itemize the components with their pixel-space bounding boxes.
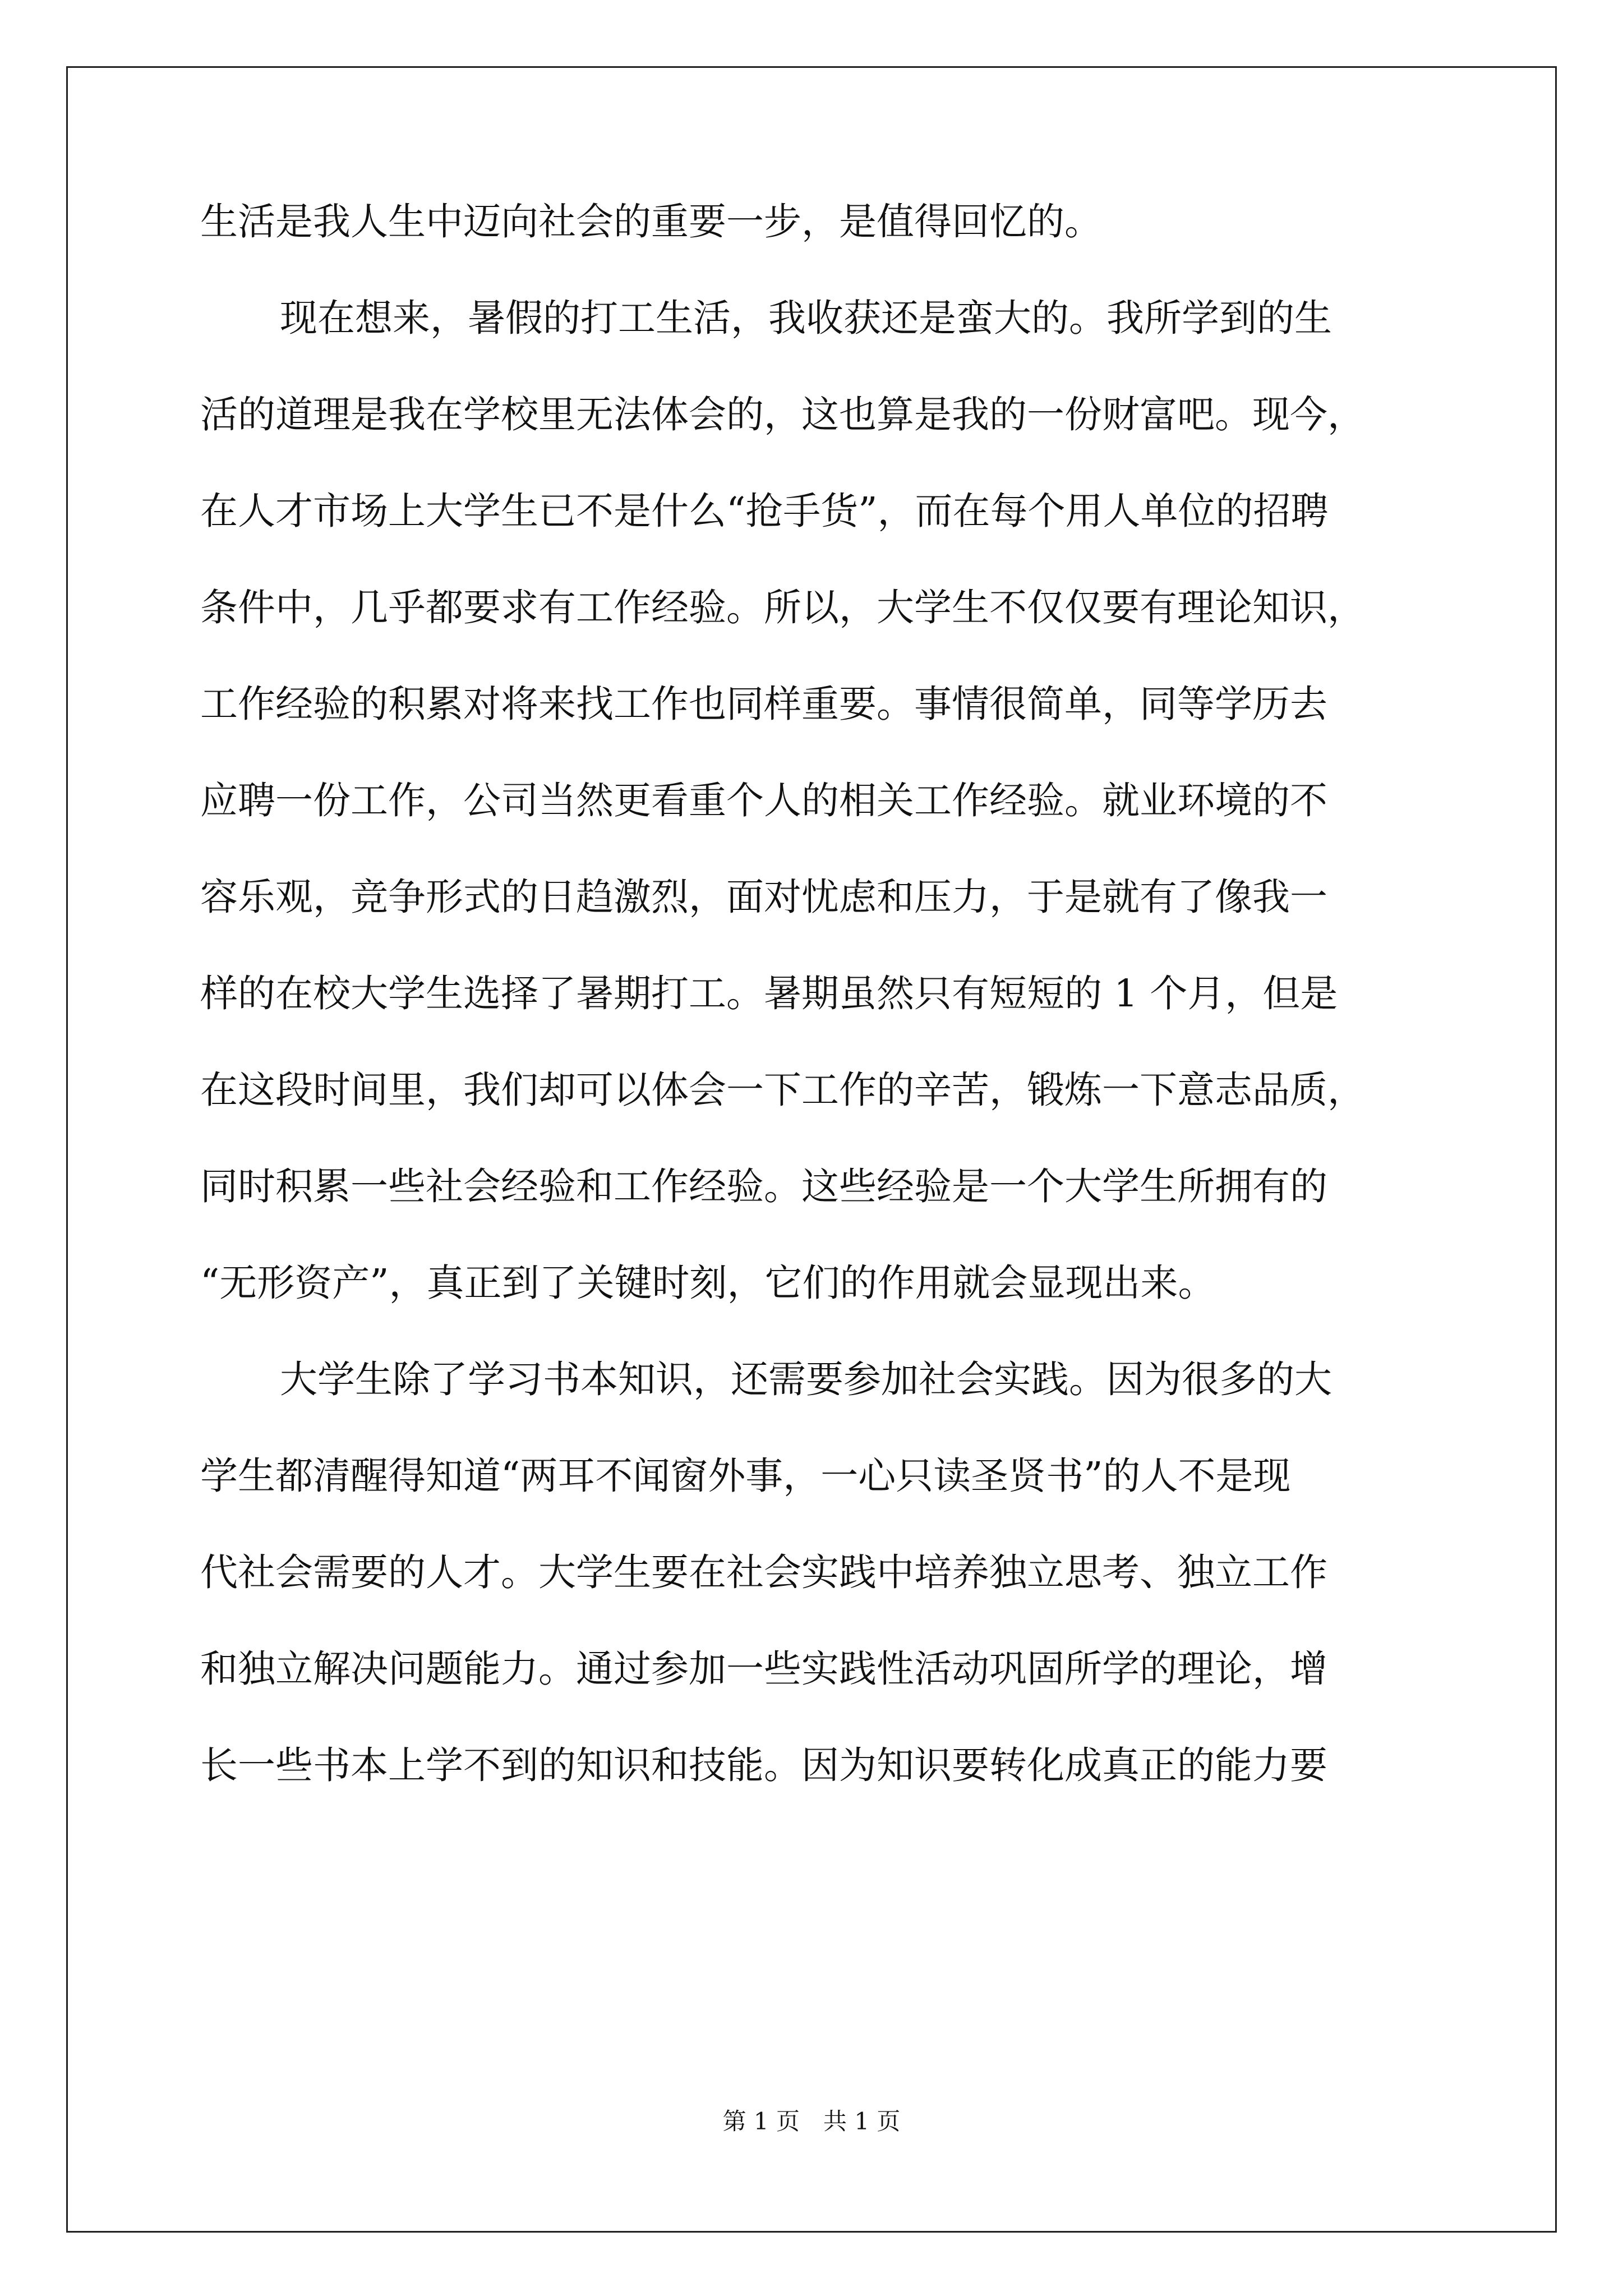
page-number: 第 1 页 xyxy=(722,2108,800,2135)
text-line: 条件中，几乎都要求有工作经验。所以，大学生不仅仅要有理论知识， xyxy=(200,586,1365,629)
text-line: 长一些书本上学不到的知识和技能。因为知识要转化成真正的能力要 xyxy=(200,1743,1327,1787)
text-line: 生活是我人生中迈向社会的重要一步，是值得回忆的。 xyxy=(200,200,1102,243)
text-line: 学生都清醒得知道“两耳不闻窗外事，一心只读圣贤书”的人不是现 xyxy=(200,1454,1291,1498)
text-line: 工作经验的积累对将来找工作也同样重要。事情很简单，同等学历去 xyxy=(200,682,1327,726)
text-line: 应聘一份工作，公司当然更看重个人的相关工作经验。就业环境的不 xyxy=(200,779,1327,822)
text-line: 在这段时间里，我们却可以体会一下工作的辛苦，锻炼一下意志品质， xyxy=(200,1068,1365,1112)
text-line: 活的道理是我在学校里无法体会的，这也算是我的一份财富吧。现今， xyxy=(200,393,1365,436)
paragraph-first-line: 大学生除了学习书本知识，还需要参加社会实践。因为很多的大 xyxy=(280,1358,1332,1401)
paragraph-first-line: 现在想来，暑假的打工生活，我收获还是蛮大的。我所学到的生 xyxy=(280,296,1332,340)
text-line: 样的在校大学生选择了暑期打工。暑期虽然只有短短的 1 个月，但是 xyxy=(200,972,1338,1015)
page-total: 共 1 页 xyxy=(823,2108,901,2135)
text-line: 容乐观，竞争形式的日趋激烈，面对忧虑和压力，于是就有了像我一 xyxy=(200,875,1327,919)
text-line: 在人才市场上大学生已不是什么“抢手货”，而在每个用人单位的招聘 xyxy=(200,489,1329,533)
text-line: 代社会需要的人才。大学生要在社会实践中培养独立思考、独立工作 xyxy=(200,1550,1327,1594)
text-line: 和独立解决问题能力。通过参加一些实践性活动巩固所学的理论，增 xyxy=(200,1647,1327,1691)
page-footer xyxy=(0,2105,1623,2138)
text-line: “无形资产”，真正到了关键时刻，它们的作用就会显现出来。 xyxy=(200,1261,1216,1305)
text-line: 同时积累一些社会经验和工作经验。这些经验是一个大学生所拥有的 xyxy=(200,1165,1327,1208)
